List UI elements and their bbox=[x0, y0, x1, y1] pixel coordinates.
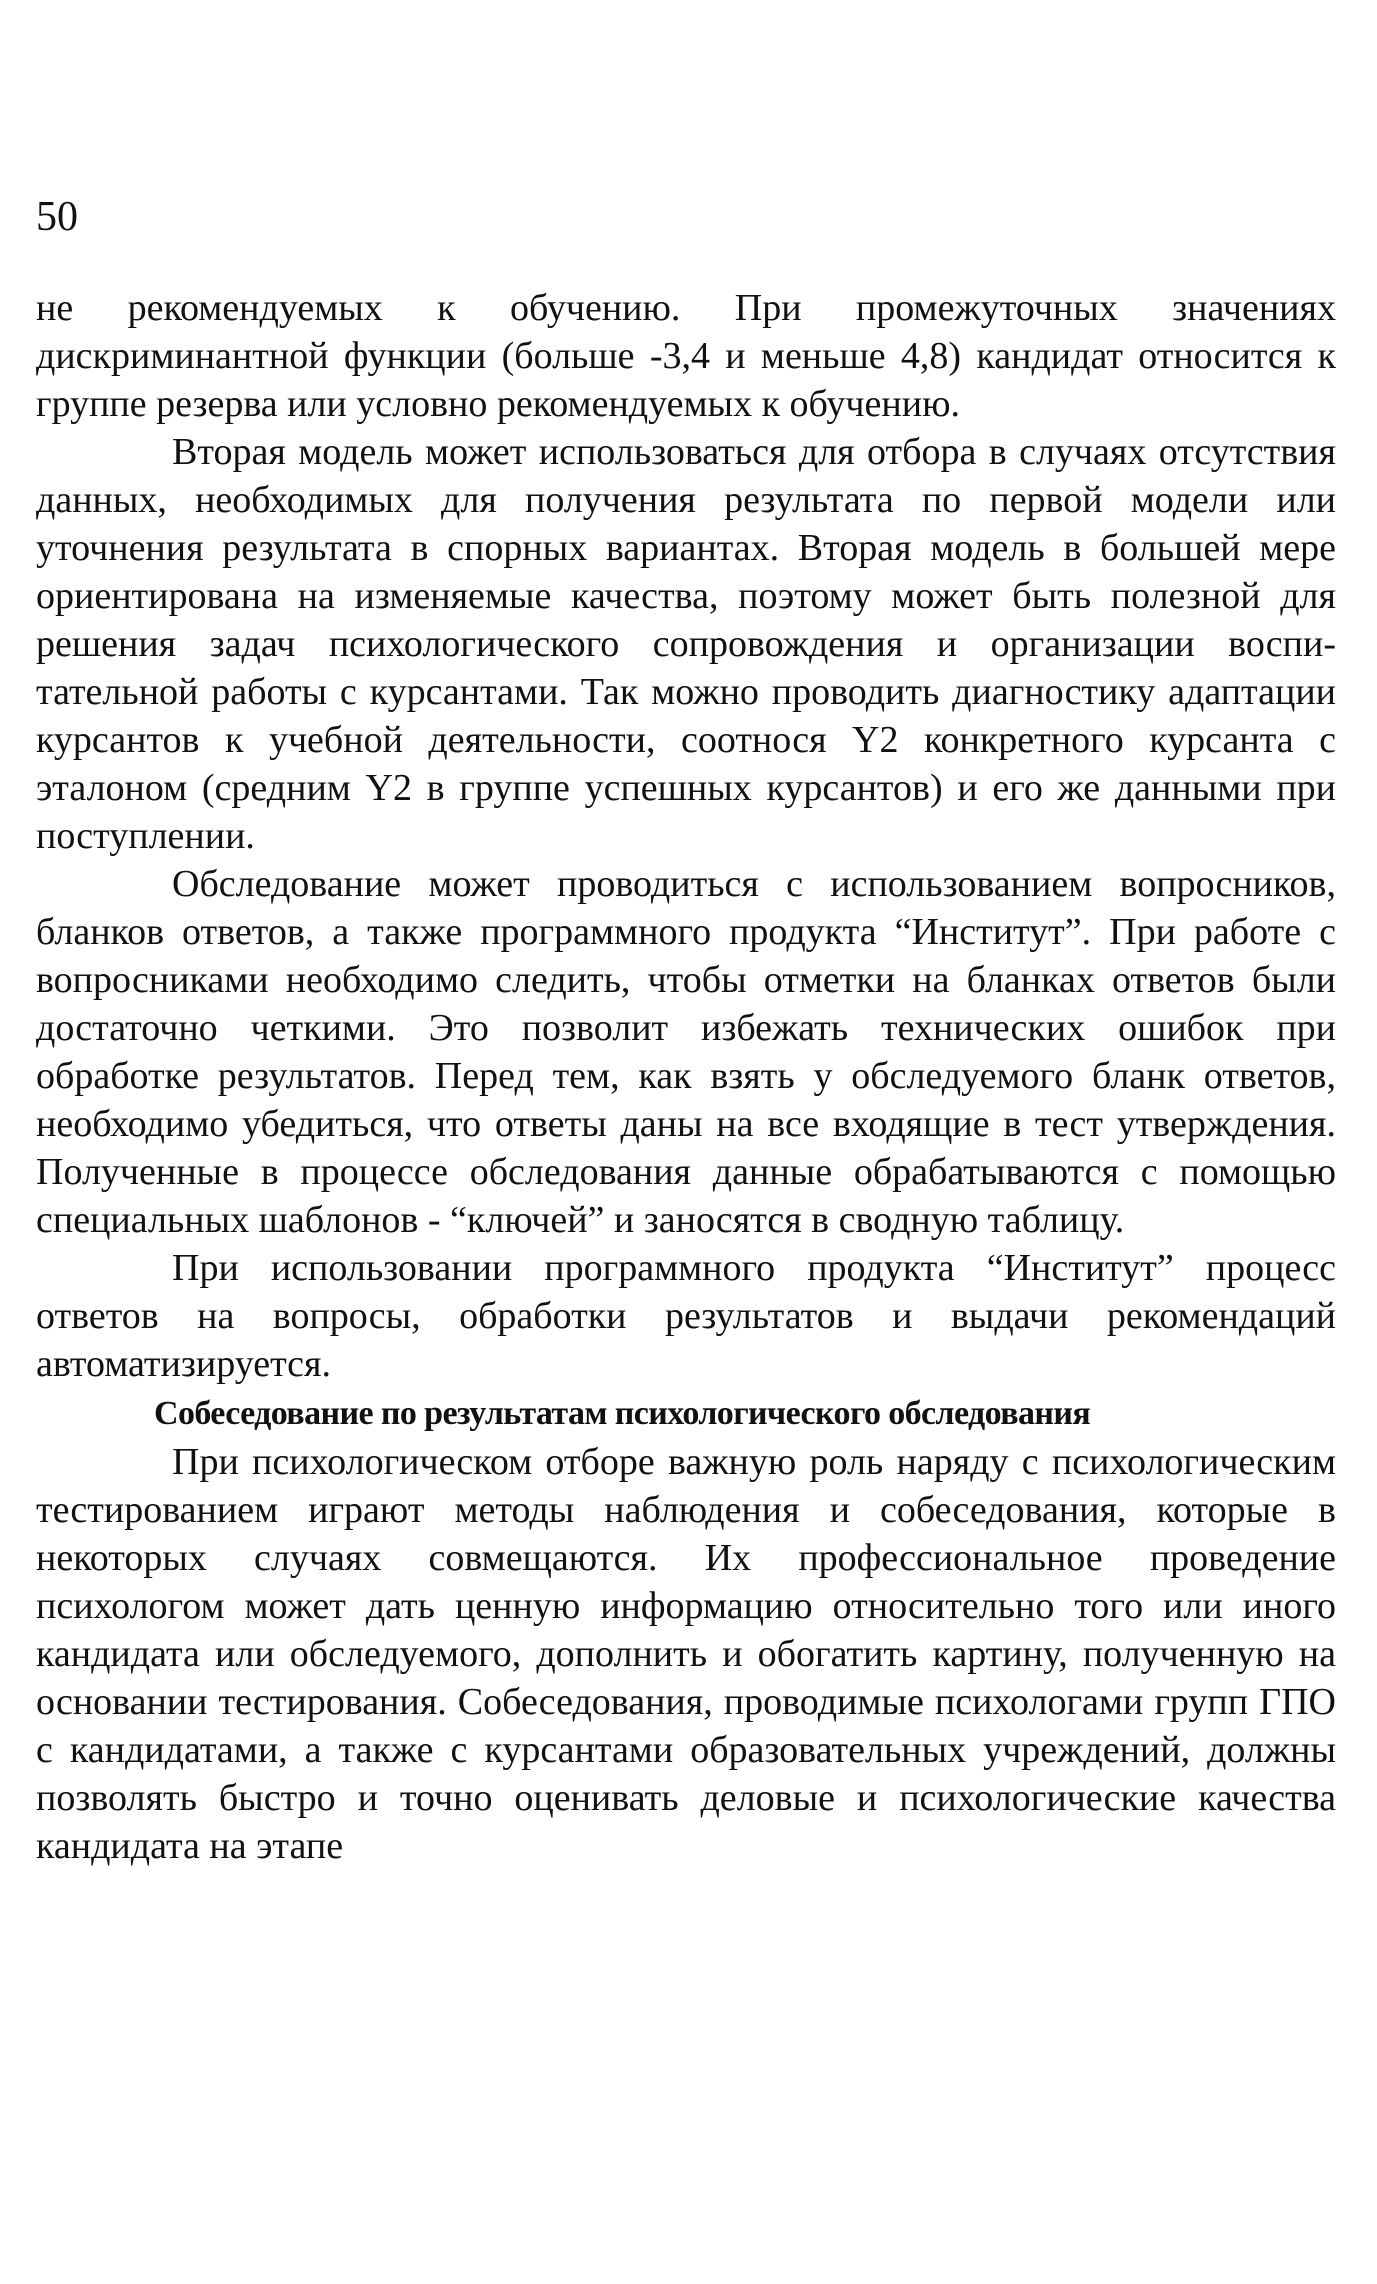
paragraph-second-model: Вторая модель может использоваться для отбора в случаях отсутствия данных, необходимых для получения результата по первой модели или уточнения результата в спорных вариантах. Вторая модель в большей мере ориентирована на изменяемые качества, поэтому может быть полезной для решения задач психологического сопровождения и организации воспитательной работы с курсантами. Так можно проводить диагностику адаптации курсантов к учебной деятельности, соотнося Y2 конкретного курсанта с эталоном (средним Y2 в группе успешных курсантов) и его же данными при поступлении. bbox=[36, 431, 1336, 857]
paragraph-continuation: не рекомендуемых к обучению. При промежуточных значениях дискриминантной функции (больше -3,4 и меньше 4,8) кандидат относится к группе резерва или условно рекомендуемых к обучению. bbox=[36, 287, 1336, 425]
body-text bbox=[36, 284, 1336, 1870]
paragraph-interview: При психологическом отборе важную роль наряду с психологическим тестированием играют методы наблюдения и собеседования, которые в некоторых случаях совмещаются. Их профессиональное проведение психологом может дать ценную информацию относительно того или иного кандидата или обследуемого, дополнить и обогатить картину, полученную на основании тестирования. Собеседования, проводимые психологами групп ГПО с кандидатами, а также с курсантами образовательных учреждений, должны позволять быстро и точно оценивать деловые и психологические качества кандидата на этапе bbox=[36, 1441, 1336, 1867]
paragraph-examination: Обследование может проводиться с использованием вопросников, бланков ответов, а также программного продукта “Институт”. При работе с вопросниками необходимо следить, чтобы отметки на бланках ответов были достаточно четкими. Это позволит избежать технических ошибок при обработке результатов. Перед тем, как взять у обследуемого бланк ответов, необходимо убедиться, что ответы даны на все входящие в тест утверждения. Полученные в процессе обследования данные обрабатываются с помощью специальных шаблонов - “ключей” и заносятся в сводную таблицу. bbox=[36, 863, 1336, 1241]
page-number: 50 bbox=[36, 194, 78, 240]
paragraph-software: При использовании программного продукта “Институт” процесс ответов на вопросы, обработки результатов и выдачи рекомендаций автоматизируется. bbox=[36, 1247, 1336, 1385]
section-heading: Собеседование по результатам психологического обследования bbox=[154, 1395, 1091, 1432]
